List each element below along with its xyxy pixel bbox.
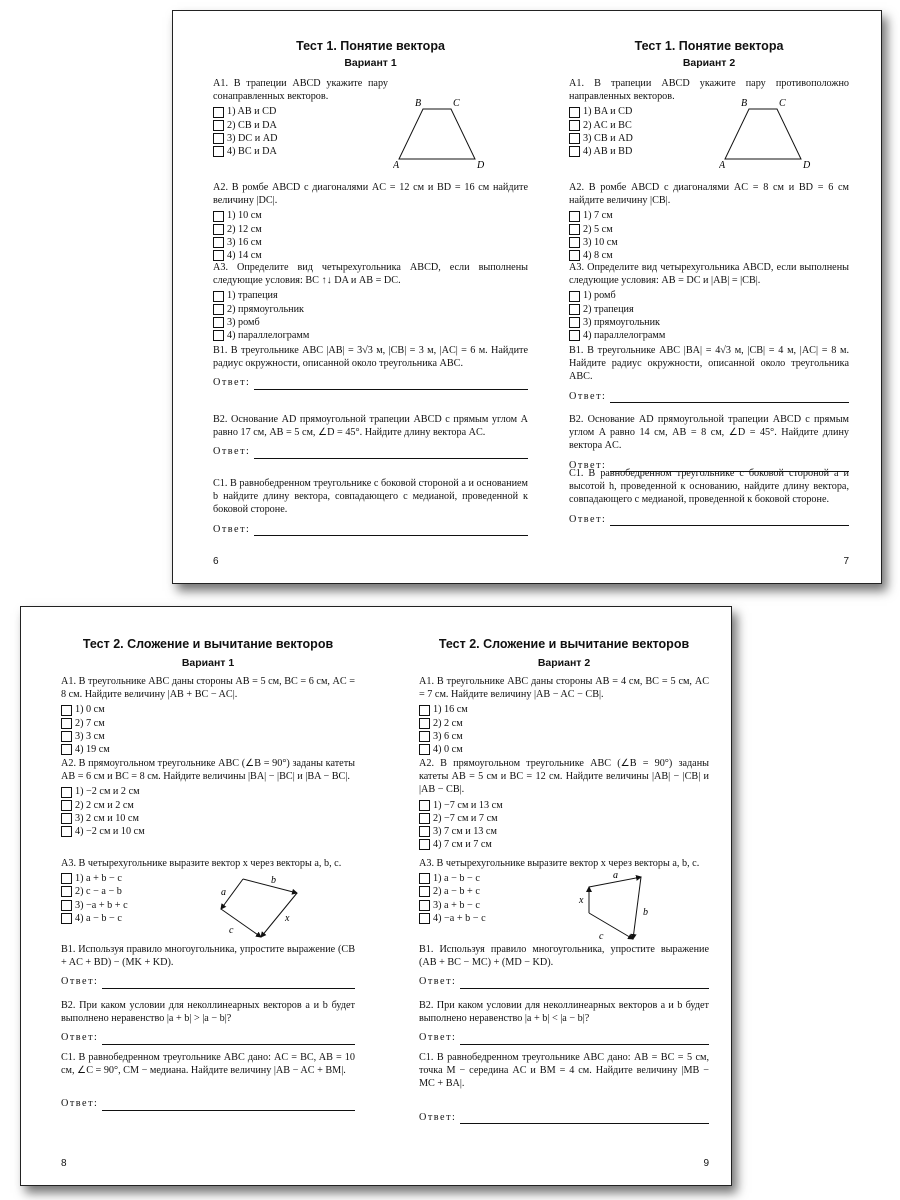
option-3[interactable]: 3) 16 см — [213, 236, 528, 249]
option-4[interactable]: 4) параллелограмм — [213, 329, 528, 342]
option-4[interactable]: 4) 14 см — [213, 249, 528, 262]
question-b1 — [569, 344, 849, 403]
question-a1 — [61, 675, 355, 756]
checkbox[interactable] — [569, 317, 580, 328]
option-2[interactable]: 2) a − b + c — [419, 885, 549, 898]
checkbox[interactable] — [419, 839, 430, 850]
option-1[interactable]: 1) 10 см — [213, 209, 528, 222]
checkbox[interactable] — [419, 826, 430, 837]
question-text: В2. При каком условии для неколлинеарных векторов a и b будет выполнено неравенство |a + b| < |a − b|? — [419, 1000, 709, 1025]
vector-a-label: a — [221, 887, 226, 898]
variant-label: Вариант 2 — [682, 57, 736, 69]
option-2[interactable]: 2) 2 см — [419, 717, 709, 730]
page-title: Тест 2. Сложение и вычитание векторов — [82, 637, 334, 651]
question-text: А1. В трапеции ABCD укажите пару противоположно направленных векторов. — [569, 78, 849, 103]
checkbox[interactable] — [213, 330, 224, 341]
label-c: C — [779, 98, 786, 109]
question-b1 — [419, 943, 709, 989]
label-a: A — [393, 160, 400, 169]
question-text: А1. В треугольнике ABC даны стороны AB = 5 см, BC = 6 см, AC = 8 см. Найдите величину |AB + BC − AC|. — [61, 676, 355, 701]
page-6 — [213, 11, 528, 583]
question-text: С1. В равнобедренном треугольнике с боковой стороной a и основанием b найдите длину вектора, совпадающего с медианой, проведенной к боковой стороне. — [213, 478, 528, 516]
vector-x-label: x — [285, 913, 290, 924]
option-2[interactable]: 2) AC и BC — [569, 119, 709, 132]
option-4[interactable]: 4) −2 см и 10 см — [61, 825, 355, 838]
option-2[interactable]: 2) трапеция — [569, 303, 849, 316]
checkbox[interactable] — [569, 224, 580, 235]
question-a3 — [213, 261, 528, 342]
option-1[interactable]: 1) AB и CD — [213, 105, 388, 118]
checkbox[interactable] — [419, 800, 430, 811]
answer-field[interactable]: Ответ: — [213, 523, 528, 536]
question-b2 — [569, 413, 849, 472]
question-text: В1. Используя правило многоугольника, упростите выражение (AB + BC − MC) + (MD − KD). — [419, 944, 709, 969]
question-a3 — [569, 261, 849, 342]
option-2[interactable]: 2) CB и DA — [213, 119, 388, 132]
spread-test-1 — [172, 10, 882, 584]
checkbox[interactable] — [569, 107, 580, 118]
option-3[interactable]: 3) прямоугольник — [569, 316, 849, 329]
page-title: Тест 2. Сложение и вычитание векторов — [438, 637, 690, 651]
checkbox[interactable] — [61, 705, 72, 716]
spread-test-2 — [20, 606, 732, 1186]
checkbox[interactable] — [569, 211, 580, 222]
option-3[interactable]: 3) 7 см и 13 см — [419, 825, 709, 838]
question-text: С1. В равнобедренном треугольнике ABC дано: AB = BC = 5 см, точка M − середина AC и BM = 4 см. Найдите величину |MB − MC + BA|. — [419, 1052, 709, 1090]
question-text: В1. В треугольнике ABC |BA| = 4√3 м, |CB| = 4 м, |AC| = 8 м. Найдите радиус окружности, описанной около треугольника ABC. — [569, 345, 849, 383]
option-2[interactable]: 2) 2 см и 2 см — [61, 799, 355, 812]
quadrilateral-figure — [559, 869, 669, 945]
question-text: В2. Основание AD прямоугольной трапеции ABCD с прямым углом A равно 14 см, AB = 8 см, ∠D = 45°. Найдите длину вектора AC. — [569, 414, 849, 452]
option-3[interactable]: 3) 2 см и 10 см — [61, 812, 355, 825]
checkbox[interactable] — [61, 913, 72, 924]
checkbox[interactable] — [61, 718, 72, 729]
question-text: А3. Определите вид четырехугольника ABCD, если выполнены следующие условия: AB = DC и |AB| = |CB|. — [569, 262, 849, 287]
question-a2 — [569, 181, 849, 262]
checkbox[interactable] — [419, 813, 430, 824]
label-c: C — [453, 98, 460, 109]
trapezoid-figure — [719, 97, 819, 169]
option-2[interactable]: 2) 5 см — [569, 223, 849, 236]
label-b: B — [415, 98, 422, 109]
checkbox[interactable] — [569, 330, 580, 341]
checkbox[interactable] — [569, 146, 580, 157]
checkbox[interactable] — [569, 133, 580, 144]
answer-field[interactable]: Ответ: — [213, 445, 528, 458]
label-a: A — [719, 160, 726, 169]
checkbox[interactable] — [61, 731, 72, 742]
question-c1 — [569, 467, 849, 526]
option-2[interactable]: 2) 7 см — [61, 717, 355, 730]
question-text: А1. В трапеции ABCD укажите пару сонаправленных векторов. — [213, 78, 388, 103]
answer-field[interactable]: Ответ: — [61, 1031, 355, 1044]
option-2[interactable]: 2) c − a − b — [61, 885, 191, 898]
checkbox[interactable] — [419, 913, 430, 924]
vector-b-label: b — [271, 875, 276, 886]
variant-label: Вариант 1 — [181, 657, 235, 669]
checkbox[interactable] — [419, 705, 430, 716]
checkbox[interactable] — [213, 133, 224, 144]
answer-field[interactable]: Ответ: — [61, 975, 355, 988]
checkbox[interactable] — [61, 900, 72, 911]
question-text: В1. Используя правило многоугольника, упростите выражение (CB + AC + BD) − (MK + KD). — [61, 944, 355, 969]
question-b2 — [213, 413, 528, 459]
option-1[interactable]: 1) ромб — [569, 289, 849, 302]
question-text: А2. В прямоугольном треугольнике ABC (∠B = 90°) заданы катеты AB = 5 см и BC = 12 см. Найдите величины |AB| − |CB| и |AB − CB|. — [419, 758, 709, 796]
label-d: D — [477, 160, 485, 169]
question-c1 — [213, 477, 528, 536]
option-4[interactable]: 4) параллелограмм — [569, 329, 849, 342]
question-c1 — [61, 1051, 355, 1111]
answer-field[interactable]: Ответ: — [569, 459, 849, 472]
option-4[interactable]: 4) BC и DA — [213, 145, 388, 158]
option-3[interactable]: 3) a + b − c — [419, 899, 549, 912]
vector-c-label: c — [599, 931, 604, 942]
checkbox[interactable] — [213, 291, 224, 302]
option-1[interactable]: 1) a + b − c — [61, 872, 191, 885]
question-text: А1. В треугольнике ABC даны стороны AB = 4 см, BC = 5 см, AC = 7 см. Найдите величину |AB − AC − CB|. — [419, 676, 709, 701]
checkbox[interactable] — [419, 744, 430, 755]
question-b1 — [61, 943, 355, 989]
question-a2 — [419, 757, 709, 851]
checkbox[interactable] — [213, 211, 224, 222]
trapezoid-figure — [393, 97, 493, 169]
question-b1 — [213, 344, 528, 390]
option-3[interactable]: 3) CB и AD — [569, 132, 709, 145]
option-4[interactable]: 4) 0 см — [419, 743, 709, 756]
option-3[interactable]: 3) 6 см — [419, 730, 709, 743]
option-1[interactable]: 1) трапеция — [213, 289, 528, 302]
option-1[interactable]: 1) BA и CD — [569, 105, 709, 118]
option-4[interactable]: 4) a − b − c — [61, 912, 191, 925]
answer-field[interactable]: Ответ: — [419, 1031, 709, 1044]
checkbox[interactable] — [213, 146, 224, 157]
option-1[interactable]: 1) 7 см — [569, 209, 849, 222]
option-1[interactable]: 1) −2 см и 2 см — [61, 785, 355, 798]
question-text: В1. В треугольнике ABC |AB| = 3√3 м, |CB| = 3 м, |AC| = 6 м. Найдите радиус окружности, описанной около треугольника ABC. — [213, 345, 528, 370]
page-9 — [419, 607, 709, 1185]
page-number: 9 — [703, 1158, 709, 1169]
question-text: В2. Основание AD прямоугольной трапеции ABCD с прямым углом A равно 17 см, AB = 5 см, ∠D = 45°. Найдите длину вектора AC. — [213, 414, 528, 439]
option-4[interactable]: 4) −a + b − c — [419, 912, 549, 925]
option-3[interactable]: 3) 10 см — [569, 236, 849, 249]
quadrilateral-figure — [201, 871, 311, 943]
checkbox[interactable] — [213, 317, 224, 328]
answer-field[interactable]: Ответ: — [569, 390, 849, 403]
checkbox[interactable] — [61, 813, 72, 824]
page-number: 8 — [61, 1158, 67, 1169]
question-text: А2. В ромбе ABCD с диагоналями AC = 8 см и BD = 6 см найдите величину |CB|. — [569, 182, 849, 207]
page-7 — [569, 11, 849, 583]
vector-c-label: c — [229, 925, 234, 936]
question-text: А3. В четырехугольнике выразите вектор x через векторы a, b, c. — [61, 858, 342, 869]
question-text: А3. В четырехугольнике выразите вектор x через векторы a, b, c. — [419, 858, 700, 869]
option-4[interactable]: 4) 7 см и 7 см — [419, 838, 709, 851]
checkbox[interactable] — [213, 107, 224, 118]
question-text: А2. В прямоугольном треугольнике ABC (∠B = 90°) заданы катеты AB = 6 см и BC = 8 см. Найдите величины |BA| − |BC| и |BA − BC|. — [61, 758, 355, 783]
question-text: С1. В равнобедренном треугольнике ABC дано: AC = BC, AB = 10 см, ∠C = 90°, CM − медиана. Найдите величину |AB − AC + BM|. — [61, 1052, 355, 1077]
option-1[interactable]: 1) 0 см — [61, 703, 355, 716]
option-2[interactable]: 2) 12 см — [213, 223, 528, 236]
question-b2 — [419, 999, 709, 1045]
checkbox[interactable] — [61, 886, 72, 897]
checkbox[interactable] — [569, 237, 580, 248]
option-4[interactable]: 4) 19 см — [61, 743, 355, 756]
checkbox[interactable] — [569, 120, 580, 131]
question-a2 — [213, 181, 528, 262]
option-2[interactable]: 2) прямоугольник — [213, 303, 528, 316]
vector-b-label: b — [643, 907, 648, 918]
option-3[interactable]: 3) 3 см — [61, 730, 355, 743]
checkbox[interactable] — [213, 304, 224, 315]
page-number: 6 — [213, 556, 219, 567]
option-3[interactable]: 3) −a + b + c — [61, 899, 191, 912]
question-text: А2. В ромбе ABCD с диагоналями AC = 12 см и BD = 16 см найдите величину |DC|. — [213, 182, 528, 207]
question-b2 — [61, 999, 355, 1045]
option-3[interactable]: 3) DC и AD — [213, 132, 388, 145]
checkbox[interactable] — [61, 800, 72, 811]
question-text: В2. При каком условии для неколлинеарных векторов a и b будет выполнено неравенство |a + b| > |a − b|? — [61, 1000, 355, 1025]
option-3[interactable]: 3) ромб — [213, 316, 528, 329]
option-4[interactable]: 4) AB и BD — [569, 145, 709, 158]
question-a1 — [419, 675, 709, 756]
page-number: 7 — [843, 556, 849, 567]
page-title: Тест 1. Понятие вектора — [296, 39, 445, 53]
answer-field[interactable]: Ответ: — [419, 975, 709, 988]
checkbox[interactable] — [419, 731, 430, 742]
checkbox[interactable] — [213, 237, 224, 248]
vector-x-label: x — [579, 895, 584, 906]
checkbox[interactable] — [213, 224, 224, 235]
checkbox[interactable] — [569, 250, 580, 261]
checkbox[interactable] — [569, 291, 580, 302]
answer-field[interactable]: Ответ: — [569, 513, 849, 526]
page-8 — [61, 607, 355, 1185]
label-b: B — [741, 98, 748, 109]
option-1[interactable]: 1) 16 см — [419, 703, 709, 716]
checkbox[interactable] — [419, 873, 430, 884]
checkbox[interactable] — [213, 250, 224, 261]
option-2[interactable]: 2) −7 см и 7 см — [419, 812, 709, 825]
option-1[interactable]: 1) a − b − c — [419, 872, 549, 885]
checkbox[interactable] — [569, 304, 580, 315]
question-a1 — [213, 77, 388, 158]
question-c1 — [419, 1051, 709, 1124]
checkbox[interactable] — [419, 900, 430, 911]
question-text: А3. Определите вид четырехугольника ABCD, если выполнены следующие условия: BC ↑↓ DA и AB = DC. — [213, 262, 528, 287]
question-text: С1. В равнобедренном треугольнике с боковой стороной a и высотой h, проведенной к основанию, найдите длину вектора, совпадающего с медианой, проведенной к боковой стороне. — [569, 468, 849, 506]
variant-label: Вариант 1 — [344, 57, 397, 69]
answer-field[interactable]: Ответ: — [61, 1097, 355, 1110]
checkbox[interactable] — [419, 718, 430, 729]
label-d: D — [803, 160, 811, 169]
checkbox[interactable] — [61, 873, 72, 884]
checkbox[interactable] — [213, 120, 224, 131]
checkbox[interactable] — [61, 744, 72, 755]
answer-field[interactable]: Ответ: — [213, 376, 528, 389]
answer-field[interactable]: Ответ: — [419, 1111, 709, 1124]
option-4[interactable]: 4) 8 см — [569, 249, 849, 262]
checkbox[interactable] — [61, 787, 72, 798]
option-1[interactable]: 1) −7 см и 13 см — [419, 799, 709, 812]
page-title: Тест 1. Понятие вектора — [634, 39, 784, 53]
checkbox[interactable] — [419, 886, 430, 897]
question-a2 — [61, 757, 355, 838]
vector-a-label: a — [613, 870, 618, 881]
variant-label: Вариант 2 — [537, 657, 591, 669]
checkbox[interactable] — [61, 826, 72, 837]
